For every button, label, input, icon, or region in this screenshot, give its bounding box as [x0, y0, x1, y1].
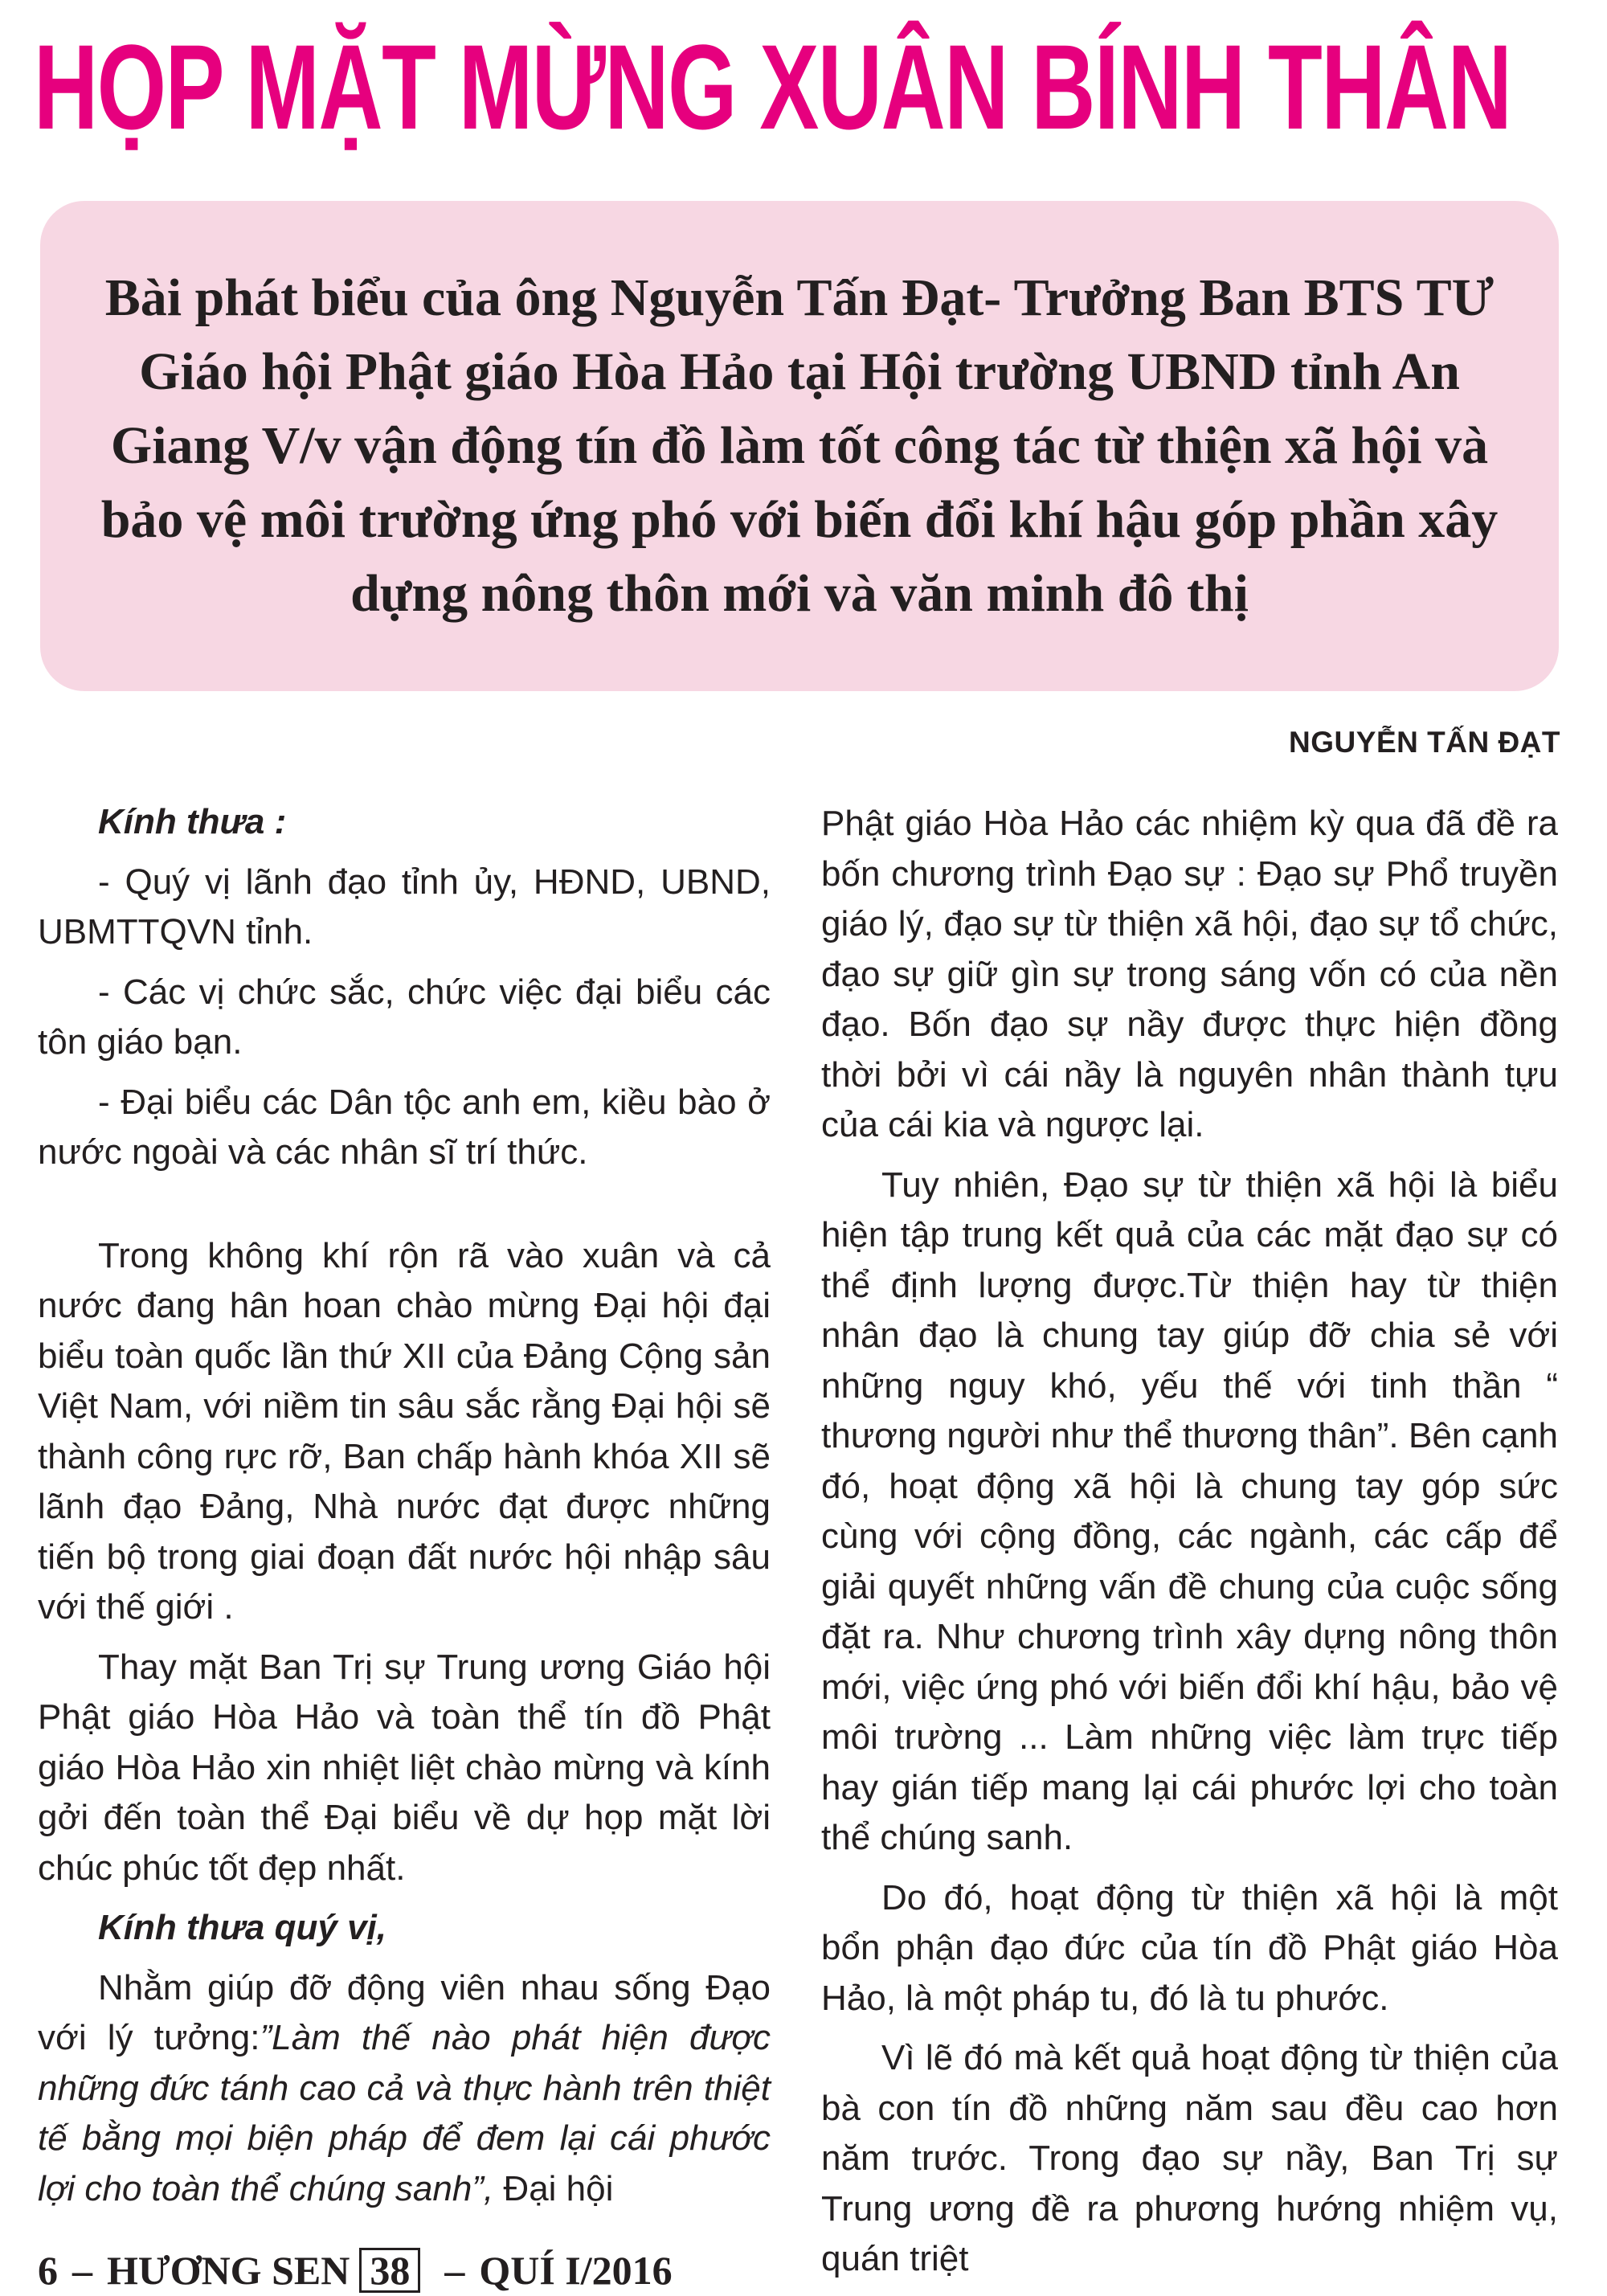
subtitle: Bài phát biểu của ông Nguyễn Tấn Đạt- Trưởng Ban BTS TƯ Giáo hội Phật giáo Hòa Hảo tại Hội trường UBND tỉnh An Giang V/v vận động tín đồ làm tốt công tác từ thiện xã hội và bảo vệ môi trường ứng phó với biến đổi khí hậu góp phần xây dựng nông thôn mới và văn minh đô thị	[100, 268, 1499, 623]
body-paragraph: Vì lẽ đó mà kết quả hoạt động từ thiện của bà con tín đồ những năm sau đều cao hơn năm trước. Trong đạo sự nầy, Ban Trị sự Trung ương đề ra phương hướng nhiệm vụ, quán triệt	[821, 2038, 1558, 2278]
body-paragraph: Thay mặt Ban Trị sự Trung ương Giáo hội Phật giáo Hòa Hảo và toàn thể tín đồ Phật giáo Hòa Hảo xin nhiệt liệt chào mừng và kính gởi đến toàn thể Đại biểu về dự họp mặt lời chúc phúc tốt đẹp nhất.	[38, 1647, 771, 1888]
left-column	[38, 797, 771, 2214]
author-byline: NGUYỄN TẤN ĐẠT	[1289, 726, 1560, 759]
right-column	[821, 799, 1558, 2285]
body-paragraph	[38, 1963, 771, 2215]
para3-start: Nhằm giúp đỡ động viên nhau sống Đạo với lý tưởng:	[38, 1967, 771, 2057]
body-paragraph: Do đó, hoạt động từ thiện xã hội là một bổn phận đạo đức của tín đồ Phật giáo Hòa Hảo, là một pháp tu, đó là tu phước.	[821, 1877, 1558, 2018]
greeting: Kính thưa :	[98, 802, 287, 841]
addressee-line: - Các vị chức sắc, chức việc đại biểu các tôn giáo bạn.	[38, 972, 771, 1062]
body-paragraph: Phật giáo Hòa Hảo các nhiệm kỳ qua đã đề ra bốn chương trình Đạo sự : Đạo sự Phổ truyền giáo lý, đạo sự từ thiện xã hội, đạo sự tổ chức, đạo sự giữ gìn sự trong sáng vốn có của nền đạo. Bốn đạo sự nầy được thực hiện đồng thời bởi vì cái nầy là nguyên nhân thành tựu của cái kia và ngược lại.	[821, 804, 1558, 1144]
para3-end: Đại hội	[493, 2168, 614, 2208]
page-number: 6	[38, 2248, 58, 2293]
addressee-line: - Quý vị lãnh đạo tỉnh ủy, HĐND, UBND, UBMTTQVN tỉnh.	[38, 862, 771, 952]
body-paragraph: Tuy nhiên, Đạo sự từ thiện xã hội là biểu hiện tập trung kết quả của các mặt đạo sự có thể định lượng được.Từ thiện hay từ thiện nhân đạo là chung tay giúp đỡ chia sẻ với những nguy khó, yếu thế với tinh thần “ thương người như thể thương thân”. Bên cạnh đó, hoạt động xã hội là chung tay góp sức cùng với cộng đồng, các ngành, các cấp để giải quyết những vấn đề chung của cuộc sống đặt ra. Như chương trình xây dựng nông thôn mới, việc ứng phó với biến đổi khí hậu, bảo vệ môi trường ... Làm những việc làm trực tiếp hay gián tiếp mang lại cái phước lợi cho toàn thể chúng sanh.	[821, 1164, 1558, 1857]
quarter-label: QUÍ I/2016	[479, 2248, 673, 2293]
subtitle-box	[40, 201, 1559, 691]
page-footer	[38, 2246, 673, 2294]
para3-quote: ”Làm thế nào phát hiện được những đức tánh cao cả và thực hành trên thiệt tế bằng mọi biện pháp để đem lại cái phước lợi cho toàn thể chúng sanh”,	[38, 2018, 771, 2208]
headline: HỌP MẶT MỪNG XUÂN BÍNH THÂN	[34, 19, 1511, 154]
footer-dash: –	[72, 2248, 92, 2293]
issue-number: 38	[359, 2248, 420, 2293]
magazine-name: HƯƠNG SEN	[107, 2248, 350, 2293]
greeting-2: Kính thưa quý vị,	[98, 1908, 386, 1947]
body-paragraph: Trong không khí rộn rã vào xuân và cả nước đang hân hoan chào mừng Đại hội đại biểu toàn quốc lần thứ XII của Đảng Cộng sản Việt Nam, với niềm tin sâu sắc rằng Đại hội sẽ thành công rực rỡ, Ban chấp hành khóa XII sẽ lãnh đạo Đảng, Nhà nước đạt được những tiến bộ trong giai đoạn đất nước hội nhập sâu với thế giới .	[38, 1235, 771, 1627]
footer-dash: –	[444, 2248, 465, 2293]
addressee-line: - Đại biểu các Dân tộc anh em, kiều bào ở nước ngoài và các nhân sĩ trí thức.	[38, 1082, 771, 1172]
